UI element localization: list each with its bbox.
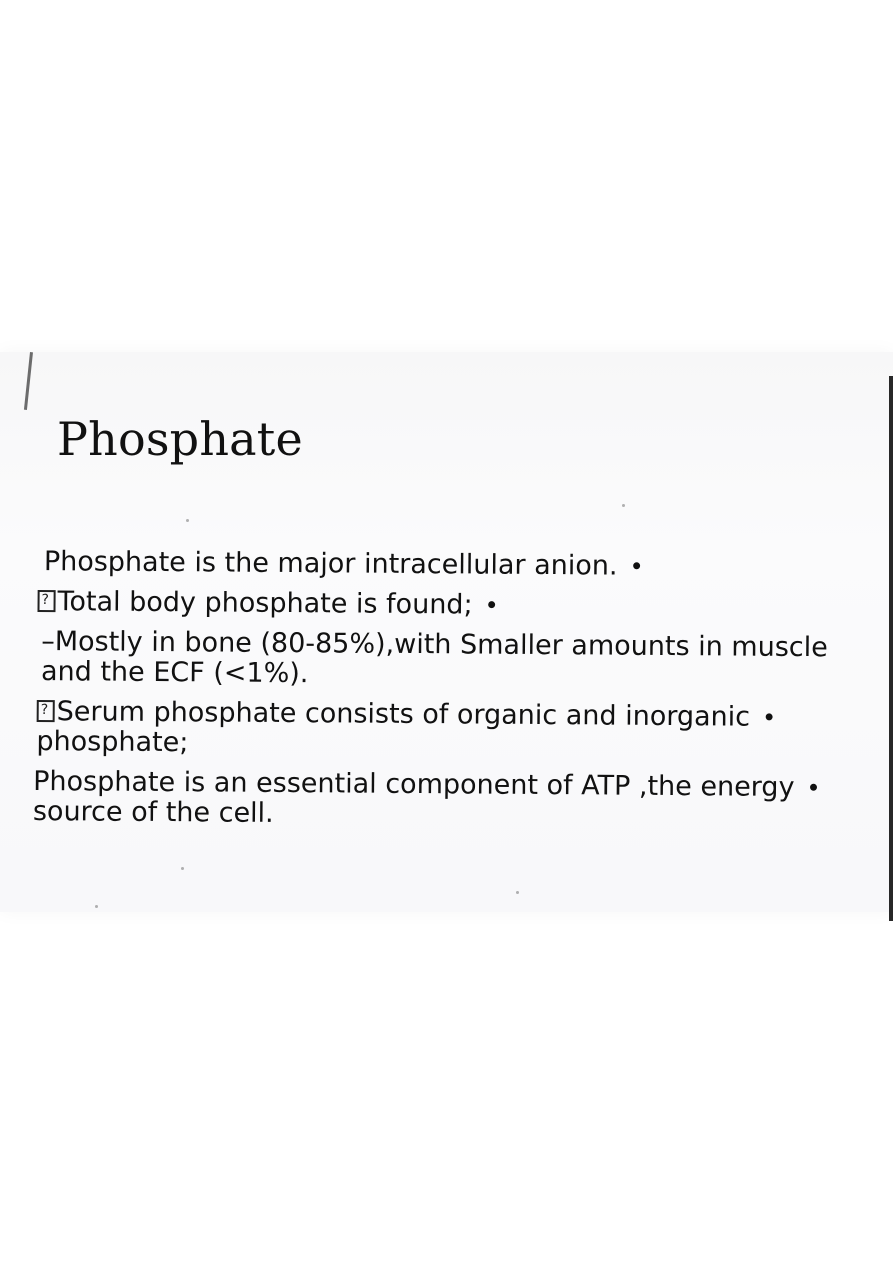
slide-right-border xyxy=(889,376,893,921)
slide-title: Phosphate xyxy=(57,412,303,466)
bullet-item xyxy=(41,627,883,694)
show-through-text xyxy=(450,474,457,498)
show-through-text xyxy=(410,410,417,434)
bullet-dot-icon: • xyxy=(629,552,644,581)
slide-left-edge-mark xyxy=(24,352,33,410)
paper-speck xyxy=(622,504,625,507)
bullet-list xyxy=(32,547,884,834)
bullet-line: –Mostly in bone (80-85%),with Smaller amounts in muscle xyxy=(41,626,828,664)
missing-glyph-icon xyxy=(37,590,55,612)
paper-speck xyxy=(516,891,519,894)
paper-speck xyxy=(181,867,184,870)
show-through-text xyxy=(430,522,437,546)
printed-slide xyxy=(0,352,893,912)
bullet-item xyxy=(36,697,882,764)
bullet-line: Phosphate is the major intracellular anion. xyxy=(43,546,618,582)
paper-speck xyxy=(95,905,98,908)
bullet-dot-icon: • xyxy=(761,703,777,732)
missing-glyph-icon xyxy=(37,700,55,722)
bullet-item xyxy=(37,587,883,624)
bullet-line: and the ECF (<1%). xyxy=(40,656,309,690)
paper-speck xyxy=(186,519,189,522)
bullet-line: phosphate; xyxy=(36,726,189,759)
bullet-line: source of the cell. xyxy=(32,796,274,829)
bullet-dot-icon: • xyxy=(484,591,499,620)
bullet-line: Serum phosphate consists of organic and inorganic xyxy=(56,696,751,733)
bullet-item xyxy=(33,767,882,834)
bullet-line: Phosphate is an essential component of ATP ,the energy xyxy=(33,766,795,803)
bullet-item xyxy=(44,547,884,584)
bullet-dot-icon: • xyxy=(806,774,821,803)
bullet-line: Total body phosphate is found; xyxy=(57,586,473,621)
